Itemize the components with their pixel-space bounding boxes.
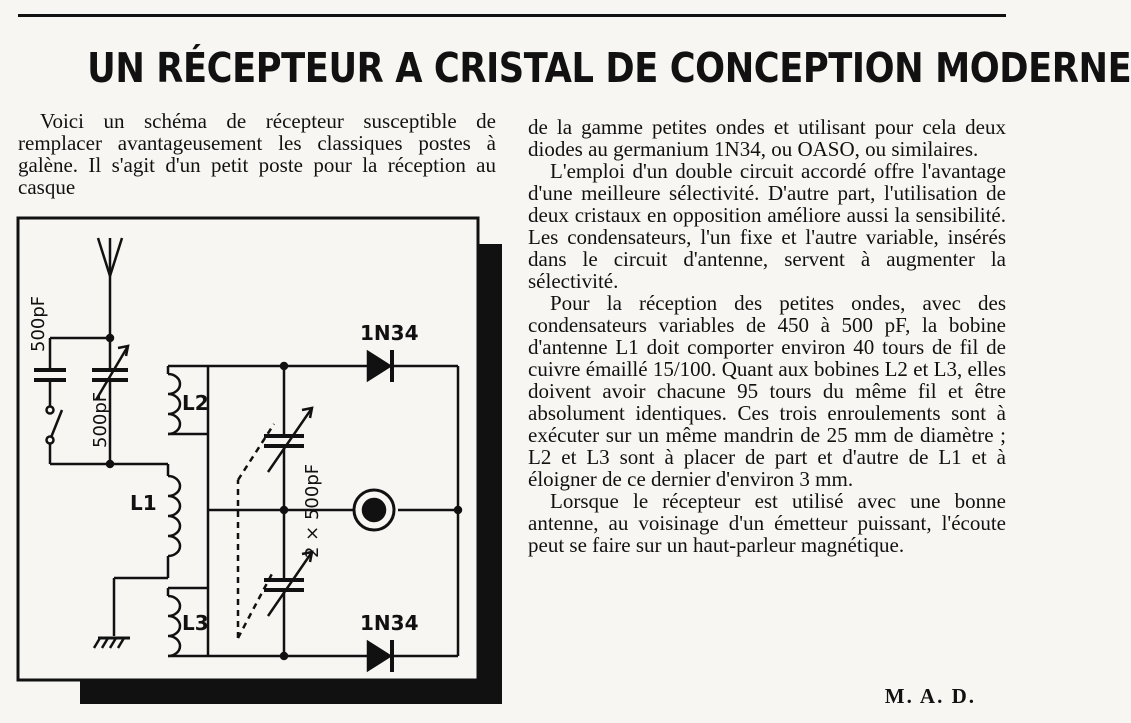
paragraph: L'emploi d'un double circuit accordé offre l'avantage d'une meilleure sélectivité. D'autre part, l'utilisation de deux cristaux en opposition améliore aussi la sensibilité. Les condensateurs, l'un fixe et l'autre variable, insérés dans le circuit d'antenne, servent à augmenter la sélectivité. <box>528 159 1006 293</box>
junction-dot <box>455 507 461 513</box>
switch-contact <box>47 437 54 444</box>
paragraph: Pour la réception des petites ondes, avec des condensateurs variables de 450 à 500 pF, la bobine d'antenne L1 doit comporter environ 40 tours de fil de cuivre émaillé 15/100. Quant aux bobines L2 et L3, elles doivent avoir chacune 95 tours du même fil et être absolument identiques. Ces trois enroulements sont à exécuter sur un même mandrin de 25 mm de diamètre ; L2 et L3 sont à placer de part et d'autre de L1 et à éloigner de ce dernier d'environ 3 mm. <box>528 291 1006 491</box>
label-tuning-capacitor: 2 × 500pF <box>302 463 323 558</box>
label-diode-top: 1N34 <box>360 321 419 345</box>
junction-dot <box>281 653 287 659</box>
author-signature: M. A. D. <box>884 684 976 708</box>
circuit-diagram <box>18 218 502 704</box>
top-rule <box>18 14 1006 17</box>
paragraph: Lorsque le récepteur est utilisé avec une bonne antenne, au voisinage d'un émetteur puissant, l'écoute peut se faire sur un haut-parleur magnétique. <box>528 489 1006 557</box>
right-column-text <box>528 116 1006 556</box>
article-title: UN RÉCEPTEUR A CRISTAL DE CONCEPTION MODERNE <box>87 44 1131 92</box>
label-antenna-variable-capacitor: 500pF <box>90 391 111 448</box>
headphone-jack-icon <box>354 490 394 530</box>
paragraph: de la gamme petites ondes et utilisant pour cela deux diodes au germanium 1N34, ou OASO, ou similaires. <box>528 115 1006 161</box>
label-fixed-capacitor: 500pF <box>28 295 49 352</box>
label-diode-bottom: 1N34 <box>360 611 419 635</box>
junction-dot <box>281 507 287 513</box>
label-l2: L2 <box>182 391 209 415</box>
switch-contact <box>47 407 54 414</box>
schematic-figure <box>18 218 502 704</box>
label-l1: L1 <box>130 491 157 515</box>
label-l3: L3 <box>182 611 209 635</box>
junction-dot <box>281 363 287 369</box>
left-column-text: Voici un schéma de récepteur susceptible de remplacer avantageusement les classiques postes à galène. Il s'agit d'un petit poste pour la réception au casque <box>18 109 496 199</box>
